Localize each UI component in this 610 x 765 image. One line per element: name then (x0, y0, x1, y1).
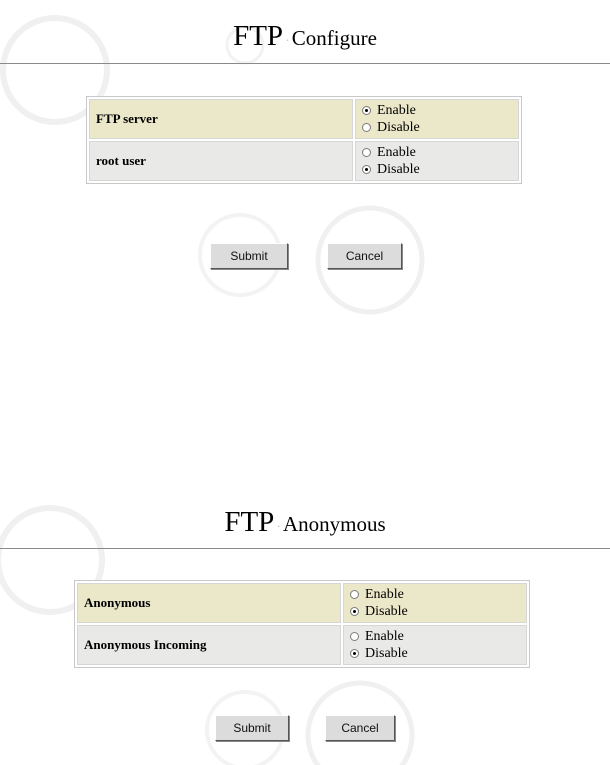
anonymous-disable-radio[interactable]: Disable (350, 603, 520, 620)
ftp-server-options (355, 99, 519, 139)
ftp-configure-table (86, 96, 522, 184)
cancel-button[interactable]: Cancel (325, 715, 395, 741)
cancel-button[interactable]: Cancel (327, 243, 402, 269)
table-row (77, 583, 527, 623)
root-user-enable-radio[interactable]: Enable (362, 144, 512, 161)
ftp-server-label: FTP server (89, 99, 353, 139)
title-divider (0, 63, 610, 64)
ftp-server-disable-radio[interactable]: Disable (362, 119, 512, 136)
table-row (77, 625, 527, 665)
table-row (89, 141, 519, 181)
page-title: FTP ·Configure (233, 20, 377, 52)
submit-button[interactable]: Submit (215, 715, 289, 741)
anonymous-incoming-options (343, 625, 527, 665)
anonymous-incoming-enable-radio[interactable]: Enable (350, 628, 520, 645)
submit-button[interactable]: Submit (210, 243, 288, 269)
ftp-server-enable-radio[interactable]: Enable (362, 102, 512, 119)
title-divider (0, 548, 610, 549)
anonymous-enable-radio[interactable]: Enable (350, 586, 520, 603)
root-user-disable-radio[interactable]: Disable (362, 161, 512, 178)
table-row (89, 99, 519, 139)
root-user-options (355, 141, 519, 181)
anonymous-options (343, 583, 527, 623)
anonymous-incoming-label: Anonymous Incoming (77, 625, 341, 665)
root-user-label: root user (89, 141, 353, 181)
anonymous-label: Anonymous (77, 583, 341, 623)
page-title: FTP ·Anonymous (224, 506, 386, 538)
ftp-anonymous-table (74, 580, 530, 668)
anonymous-incoming-disable-radio[interactable]: Disable (350, 645, 520, 662)
